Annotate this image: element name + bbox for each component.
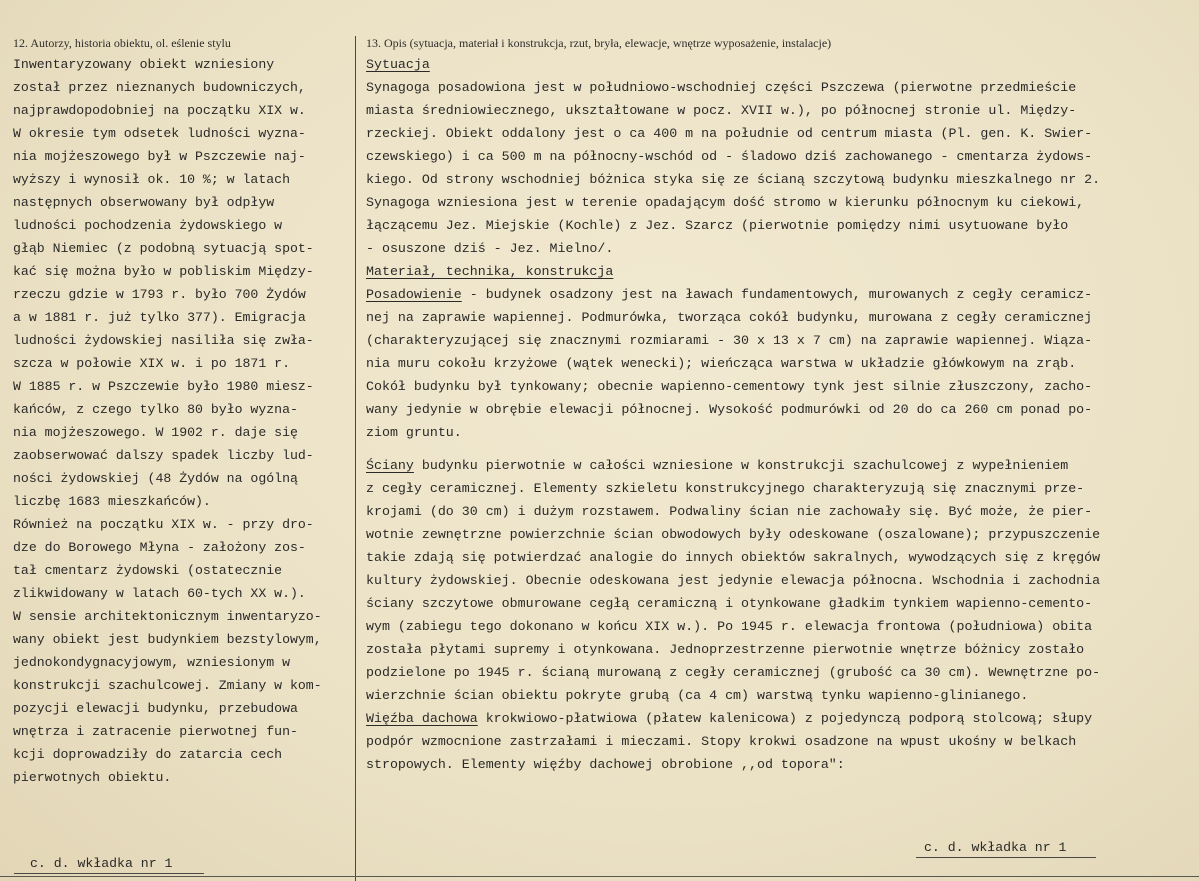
section-heading: Posadowienie [366,287,462,302]
text-line [366,592,1196,615]
text-line: W 1885 r. w Pszczewie było 1980 miesz- [13,379,314,394]
text-line [366,191,1196,214]
text-line [366,306,1196,329]
text-line [366,237,1196,260]
text-line: wyższy i wynosił ok. 10 %; w latach [13,172,290,187]
text-line [366,352,1196,375]
text-line [366,76,1196,99]
line-text: miasta średniowiecznego, ukształtowane w pocz. XVII w.), po północnej stronie ul. Między- [366,103,1077,118]
line-text: - budynek osadzony jest na ławach fundamentowych, murowanych z cegły ceramicz- [461,287,1093,302]
line-text: - osuszone dziś - Jez. Mielno/. [366,241,614,256]
text-line [366,477,1196,500]
text-line: kańców, z czego tylko 80 było wyzna- [13,402,298,417]
text-line: kcji doprowadziły do zatarcia cech [13,747,283,762]
text-line: został przez nieznanych budowniczych, [13,80,306,95]
text-line: szcza w połowie XIX w. i po 1871 r. [13,356,290,371]
line-text: kultury żydowskiej. Obecnie odeskowana jest jedynie elewacja północna. Wschodnia i zachodnia [366,573,1101,588]
text-line: zaobserwować dalszy spadek liczby lud- [13,448,314,463]
line-text: łączącemu Jez. Miejskie (Kochle) z Jez. Szarcz (pierwotnie pomiędzy nimi usytuowane było [366,218,1069,233]
text-line: ludności żydowskiej nasiliła się zwła- [13,333,314,348]
text-line [366,684,1196,707]
line-text: krojami (do 30 cm) i dużym rozstawem. Podwaliny ścian nie zachowały się. Być może, że pier- [366,504,1093,519]
text-line [366,99,1196,122]
text-line [366,615,1196,638]
text-line: wany obiekt jest budynkiem bezstylowym, [13,632,322,647]
section-13-header: 13. Opis (sytuacja, materiał i konstrukcja, rzut, bryła, elewacje, wnętrze wyposażenie, instalacje) [366,36,832,50]
line-text: Cokół budynku był tynkowany; obecnie wapienno-cementowy tynk jest silnie złuszczony, zacho- [366,379,1093,394]
text-line: ności żydowskiej (48 Żydów na ogólną [13,471,298,486]
section-heading: Ściany [366,458,414,473]
line-text: nia muru cokołu krzyżowe (wątek wenecki); wieńcząca warstwa w układzie główkowym na zrąb. [366,356,1077,371]
text-line: wnętrza i zatracenie pierwotnej fun- [13,724,298,739]
text-line [366,145,1196,168]
line-text: rzeckiej. Obiekt oddalony jest o ca 400 m na południe od centrum miasta (Pl. gen. K. Swier- [366,126,1093,141]
text-line [366,329,1196,352]
text-line [366,168,1196,191]
text-line: najprawdopodobniej na początku XIX w. [13,103,306,118]
history-column [13,53,355,789]
line-text: podpór wzmocnione zastrzałami i mieczami. Stopy krokwi osadzone na wpust ukośny w belkach [366,734,1077,749]
description-column [366,53,1196,776]
line-text: z cegły ceramicznej. Elementy szkieletu konstrukcyjnego charakteryzują się znacznymi prze- [366,481,1085,496]
text-line: jednokondygnacyjowym, wzniesionym w [13,655,290,670]
text-line: liczbę 1683 mieszkańców). [13,494,211,509]
line-text: wany jedynie w obrębie elewacji północnej. Wysokość podmurówki od 20 do ca 260 cm ponad po- [366,402,1093,417]
text-line: Inwentaryzowany obiekt wzniesiony [13,57,275,72]
text-line [366,375,1196,398]
text-line: zlikwidowany w latach 60-tych XX w.). [13,586,306,601]
line-text: kiego. Od strony wschodniej bóżnica styka się ze ścianą szczytową budynku mieszkalnego nr 2. [366,172,1101,187]
text-line [366,753,1196,776]
bottom-rule [0,876,1199,877]
section-heading: Więźba dachowa [366,711,478,726]
line-text: takie zdają się potwierdzać analogie do innych obiektów sakralnych, wywodzących się z kręgów [366,550,1101,565]
text-line: Również na początku XIX w. - przy dro- [13,517,314,532]
text-line [366,730,1196,753]
text-line [366,707,1196,730]
text-line [366,638,1196,661]
section-heading: Materiał, technika, konstrukcja [366,264,614,279]
line-text: została płytami supremy i otynkowana. Jednoprzestrzenne pierwotnie wnętrze bóżnicy zostało [366,642,1085,657]
column-divider [355,36,356,881]
text-line: konstrukcji szachulcowej. Zmiany w kom- [13,678,322,693]
line-text: Synagoga wzniesiona jest w terenie opadającym dość stromo w kierunku północnym ku ciekowi, [366,195,1085,210]
text-line: następnych obserwowany był odpływ [13,195,275,210]
line-text: wotnie zewnętrzne powierzchnie ścian obwodowych były odeskowane (oszalowane); przypuszczenie [366,527,1101,542]
line-text: stropowych. Elementy więźby dachowej obrobione ,,od topora": [366,757,845,772]
text-line [366,260,1196,283]
line-text: podzielone po 1945 r. ścianą murowaną z cegły ceramicznej (grubość ca 30 cm). Wewnętrzne po- [366,665,1101,680]
line-text: ziom gruntu. [366,425,462,440]
text-line: dze do Borowego Młyna - założony zos- [13,540,306,555]
text-line [366,523,1196,546]
text-line [366,214,1196,237]
line-text: wierzchnie ścian obiektu pokryte grubą (ca 4 cm) warstwą tynku wapienno-glinianego. [366,688,1029,703]
text-line: ludności pochodzenia żydowskiego w [13,218,283,233]
section-12-header: 12. Autorzy, historia obiektu, ol. eślenie stylu [13,36,231,50]
continuation-underline-left [14,873,204,874]
text-line [366,283,1196,306]
text-line: pozycji elewacji budynku, przebudowa [13,701,298,716]
text-line [366,546,1196,569]
text-line: W sensie architektonicznym inwentaryzo- [13,609,322,624]
text-line [366,122,1196,145]
line-text: budynku pierwotnie w całości wzniesione w konstrukcji szachulcowej z wypełnieniem [413,458,1069,473]
text-line: W okresie tym odsetek ludności wyzna- [13,126,306,141]
text-line: nia mojżeszowego. W 1902 r. daje się [13,425,298,440]
text-line: głąb Niemiec (z podobną sytuacją spot- [13,241,314,256]
text-line [366,661,1196,684]
text-line: kać się można było w pobliskim Między- [13,264,314,279]
line-text: czewskiego) i ca 500 m na północny-wschód od - śladowo dziś zachowanego - cmentarza żydows- [366,149,1093,164]
text-line: pierwotnych obiektu. [13,770,172,785]
line-text: ściany szczytowe obmurowane cegłą ceramiczną i otynkowane gładkim tynkiem wapienno-cemento- [366,596,1093,611]
text-line: nia mojżeszowego był w Pszczewie naj- [13,149,306,164]
text-line: rzeczu gdzie w 1793 r. było 700 Żydów [13,287,306,302]
line-text: Synagoga posadowiona jest w południowo-wschodniej części Pszczewa (pierwotne przedmieście [366,80,1077,95]
text-line [366,500,1196,523]
text-line [366,53,1196,76]
text-line: a w 1881 r. już tylko 377). Emigracja [13,310,306,325]
text-line: tał cmentarz żydowski (ostatecznie [13,563,283,578]
text-line [366,421,1196,444]
continuation-underline-right [916,857,1096,858]
text-line [366,454,1196,477]
text-line [366,569,1196,592]
line-text: wym (zabiegu tego dokonano w końcu XIX w.). Po 1945 r. elewacja frontowa (południowa) obita [366,619,1093,634]
continuation-note-right: c. d. wkładka nr 1 [924,840,1067,855]
line-text: krokwiowo-płatwiowa (płatew kalenicowa) z pojedynczą podporą stolcową; słupy [477,711,1093,726]
continuation-note-left: c. d. wkładka nr 1 [30,856,173,871]
text-line [366,398,1196,421]
section-heading: Sytuacja [366,57,430,72]
line-text: (charakteryzującej się znacznymi rozmiarami - 30 x 13 x 7 cm) na zaprawie wapiennej. Wiąza- [366,333,1093,348]
line-text: nej na zaprawie wapiennej. Podmurówka, tworząca cokół budynku, murowana z cegły ceramicznej [366,310,1093,325]
